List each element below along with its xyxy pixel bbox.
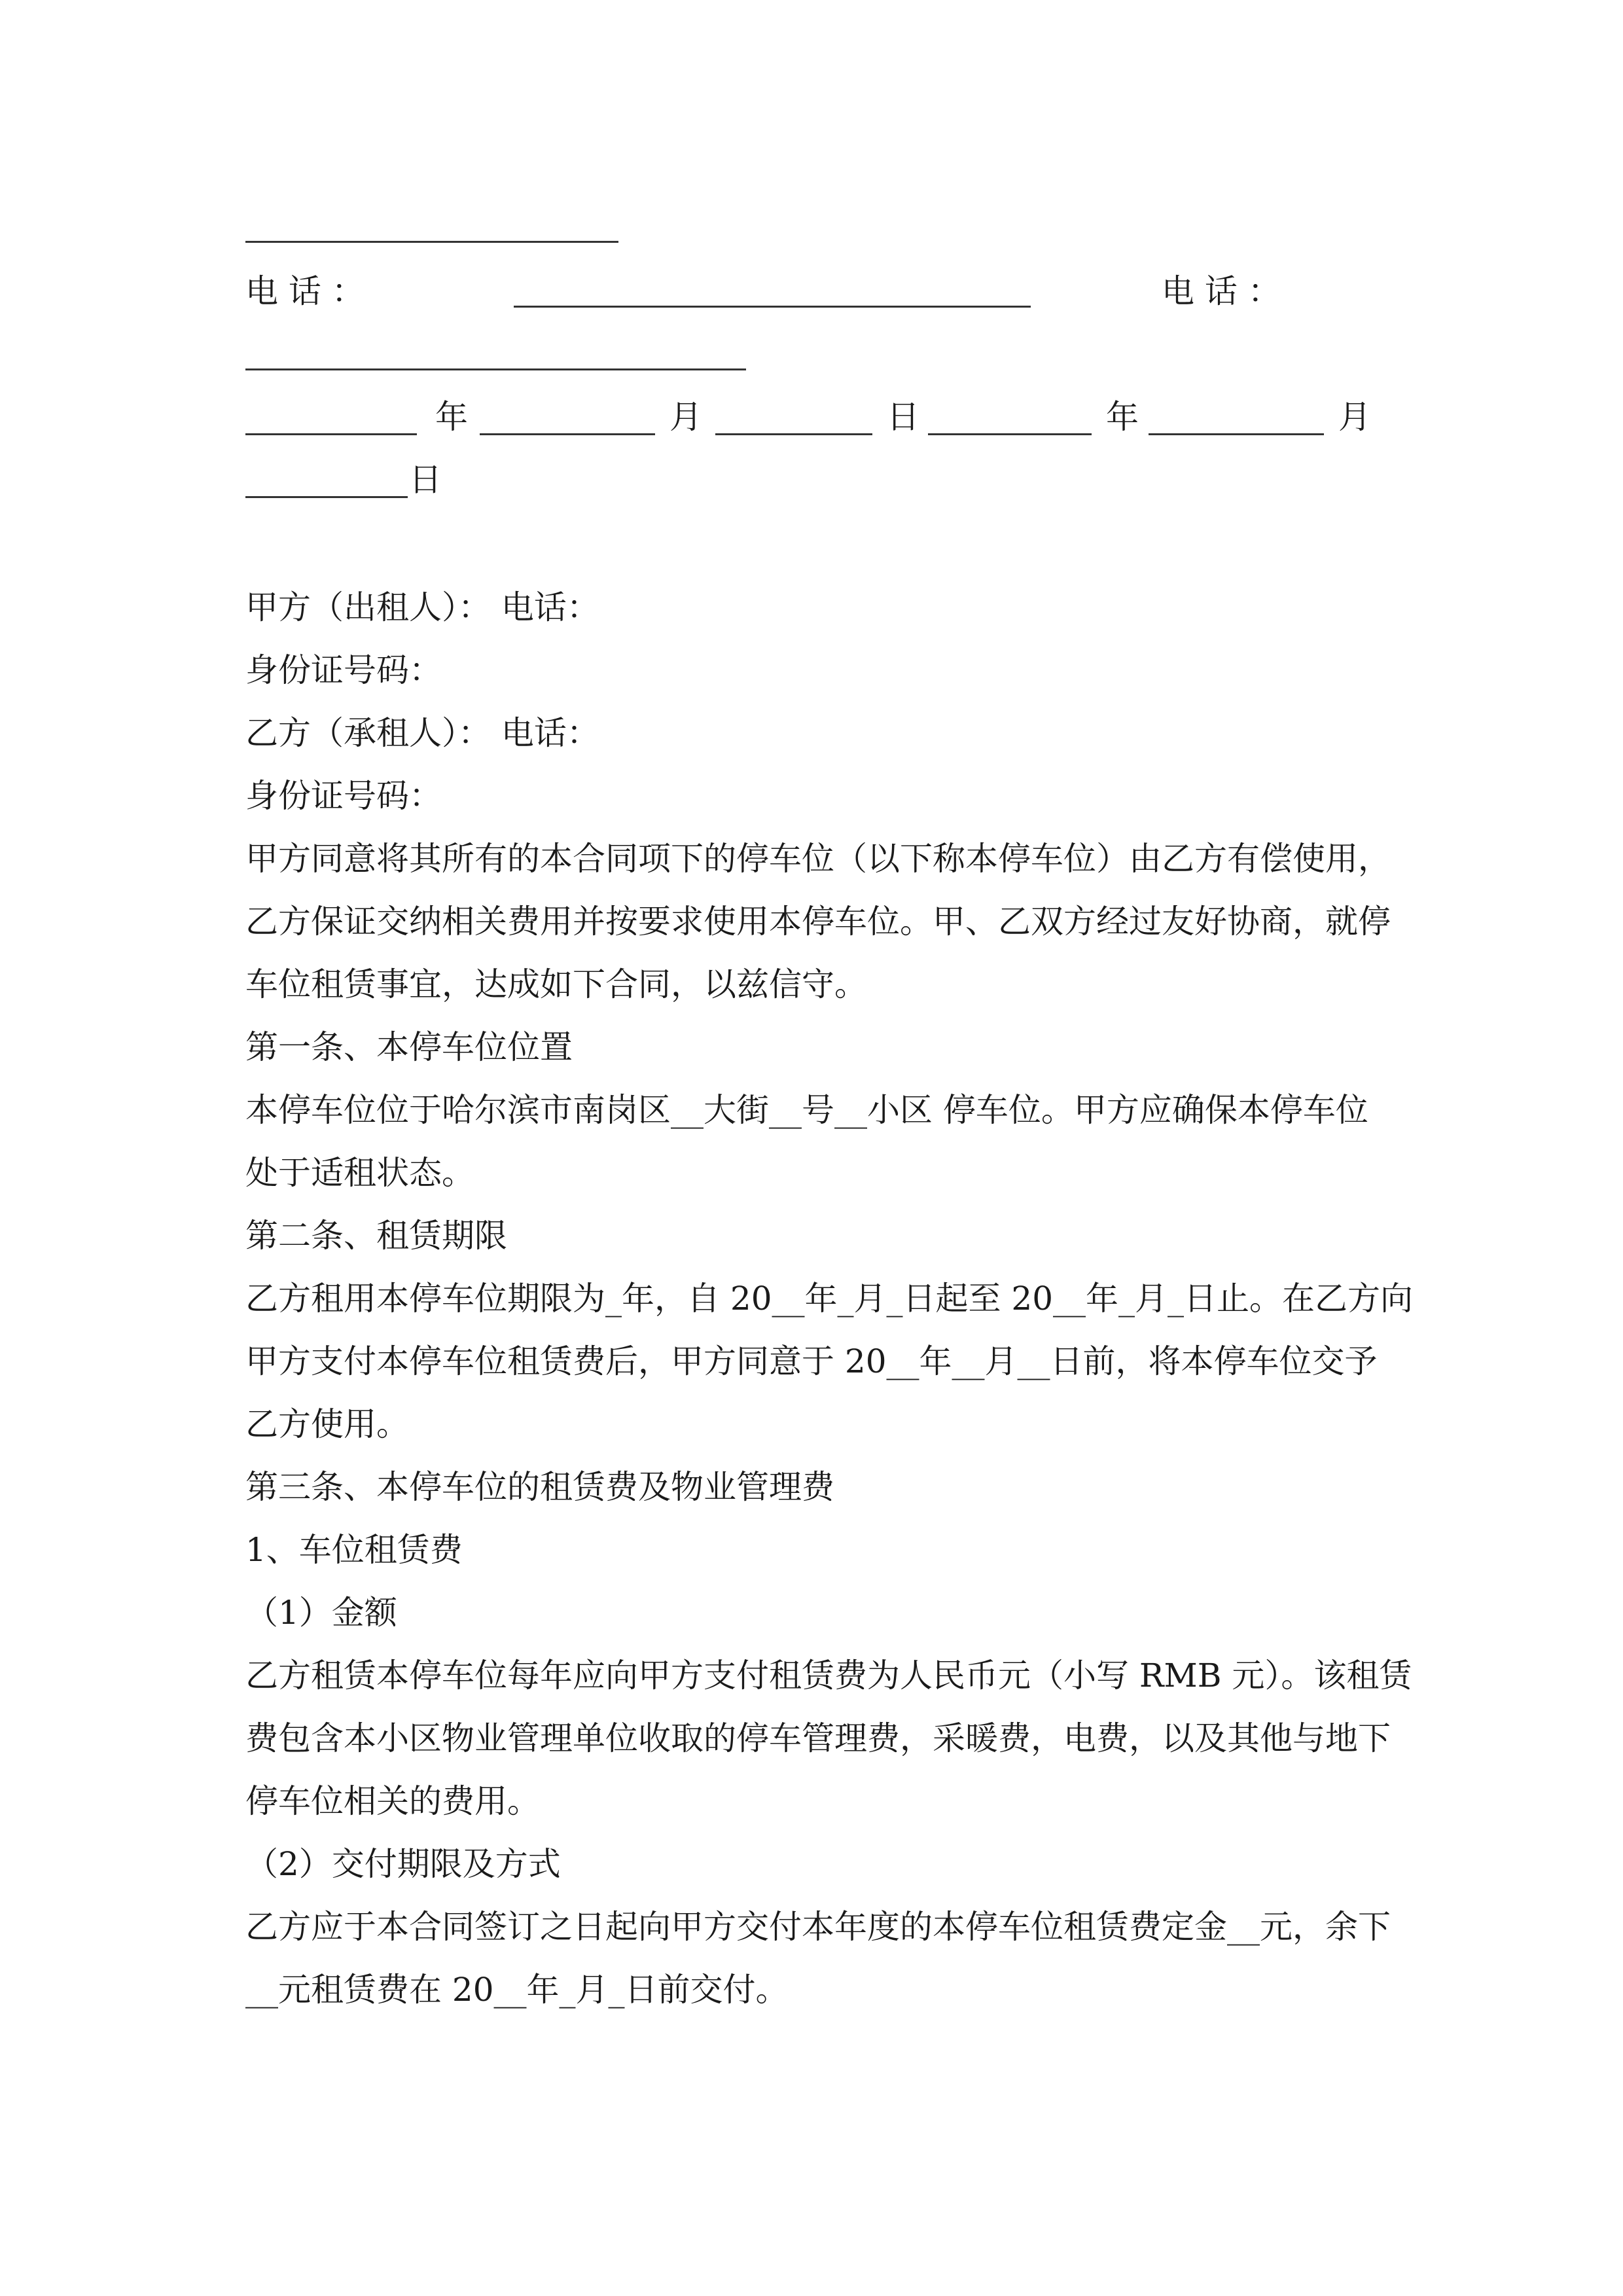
day2-blank <box>245 496 408 498</box>
item-1-title: 1、车位租赁费 <box>245 1531 463 1569</box>
party-b-id-line: 身份证号码： <box>245 777 442 815</box>
amount-line-2: 费包含本小区物业管理单位收取的停车管理费，采暖费，电费，以及其他与地下 <box>245 1719 1391 1757</box>
day1-label: 日 <box>887 398 919 436</box>
party-a-line: 甲方（出租人）： 电话： <box>245 588 599 626</box>
phone-right-blank <box>245 368 746 370</box>
month1-blank <box>480 433 655 435</box>
payment-line-2: __元租赁费在 20__年_月_日前交付。 <box>245 1971 789 2009</box>
intro-paragraph-line-3: 车位租赁事宜，达成如下合同，以兹信守。 <box>245 965 867 1003</box>
month2-label: 月 <box>1338 398 1371 436</box>
month2-blank <box>1149 433 1324 435</box>
item-1-amount-title: （1）金额 <box>245 1594 397 1632</box>
payment-line-1: 乙方应于本合同签订之日起向甲方交付本年度的本停车位租赁费定金__元，余下 <box>245 1908 1391 1946</box>
year1-label: 年 <box>435 398 468 436</box>
article-3-title: 第三条、本停车位的租赁费及物业管理费 <box>245 1468 834 1506</box>
intro-paragraph-line-2: 乙方保证交纳相关费用并按要求使用本停车位。甲、乙双方经过友好协商，就停 <box>245 903 1391 941</box>
day1-blank <box>715 433 872 435</box>
phone-left-label: 电 话 ： <box>245 272 365 310</box>
amount-line-3: 停车位相关的费用。 <box>245 1782 540 1820</box>
party-a-id-line: 身份证号码： <box>245 651 442 689</box>
intro-paragraph-line-1: 甲方同意将其所有的本合同项下的停车位（以下称本停车位）由乙方有偿使用， <box>245 840 1391 878</box>
party-b-line: 乙方（承租人）： 电话： <box>245 714 599 752</box>
year2-blank <box>928 433 1092 435</box>
article-1-title: 第一条、本停车位位置 <box>245 1028 573 1066</box>
phone-right-label: 电 话 ： <box>1162 272 1281 310</box>
year1-blank <box>245 433 417 435</box>
month1-label: 月 <box>669 398 702 436</box>
amount-line-1: 乙方租赁本停车位每年应向甲方支付租赁费为人民币元（小写 RMB 元）。该租赁 <box>245 1657 1412 1695</box>
article-2-line-3: 乙方使用。 <box>245 1405 409 1443</box>
article-2-line-2: 甲方支付本停车位租赁费后，甲方同意于 20__年__月__日前，将本停车位交予 <box>245 1342 1378 1380</box>
blank-line-top <box>245 241 618 243</box>
article-1-line-1: 本停车位位于哈尔滨市南岗区__大街__号__小区 停车位。甲方应确保本停车位 <box>245 1091 1368 1129</box>
item-1-payment-title: （2）交付期限及方式 <box>245 1845 561 1883</box>
day2-label: 日 <box>409 461 442 499</box>
year2-label: 年 <box>1106 398 1139 436</box>
article-2-title: 第二条、租赁期限 <box>245 1217 507 1255</box>
article-1-line-2: 处于适租状态。 <box>245 1154 474 1192</box>
phone-left-blank <box>514 306 1031 308</box>
article-2-line-1: 乙方租用本停车位期限为_年，自 20__年_月_日起至 20__年_月_日止。在乙方向 <box>245 1280 1414 1318</box>
